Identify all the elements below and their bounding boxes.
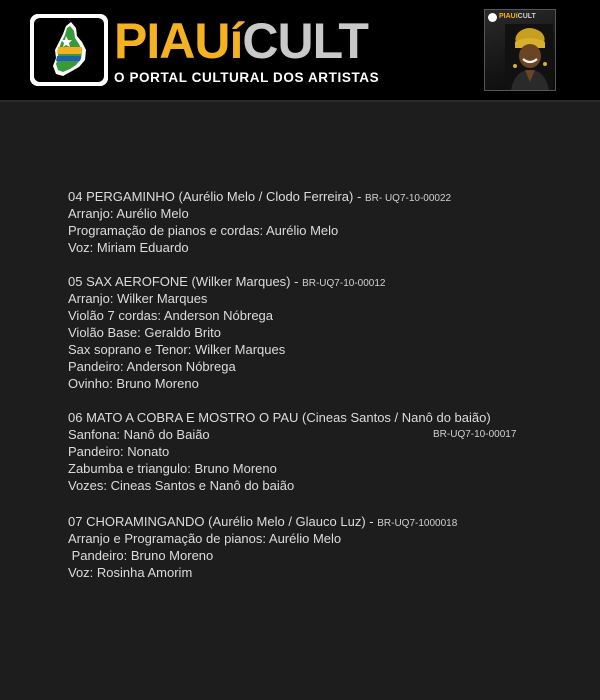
credit-line: Arranjo: Wilker Marques [68,291,208,306]
liner-notes-page [0,102,600,700]
track-07 [68,513,568,581]
isrc-code: BR-UQ7-1000018 [377,518,458,529]
track-title: 04 PERGAMINHO (Aurélio Melo / Clodo Ferreira) - [68,189,362,204]
credit-line: Pandeiro: Anderson Nóbrega [68,359,236,374]
isrc-code: BR-UQ7-10-00012 [302,278,386,289]
thumb-logo-text: PIAUíCULT [499,13,536,20]
track-06 [68,409,568,494]
track-title-line [68,188,568,205]
credit-line: Programação de pianos e cordas: Aurélio Melo [68,223,339,238]
credit-line: Violão Base: Geraldo Brito [68,325,221,340]
thumb-logo-icon [488,13,497,22]
isrc-code: BR- UQ7-10-00022 [364,193,452,204]
credit-line: Ovinho: Bruno Moreno [68,376,199,391]
site-header [0,0,600,100]
track-title: 06 MATO A COBRA E MOSTRO O PAU (Cineas Santos / Nanô do baião) [68,410,491,425]
credit-line: Arranjo e Programação de pianos: Aurélio Melo [68,531,342,546]
credit-line: Pandeiro: Bruno Moreno [68,548,214,563]
credit-line: Zabumba e triangulo: Bruno Moreno [68,461,277,476]
track-05 [68,273,568,392]
credit-line: Vozes: Cineas Santos e Nanô do baião [68,478,295,493]
album-cover-thumbnail[interactable] [484,9,556,91]
track-title-line [68,513,568,530]
credit-line: Sax soprano e Tenor: Wilker Marques [68,342,286,357]
brand-cult-text: CULT [242,13,368,69]
isrc-code: BR-UQ7-10-00017 [433,429,517,440]
credit-line [68,426,568,443]
track-title-line [68,409,568,426]
site-logo-wordmark[interactable] [114,13,368,69]
site-tagline: O PORTAL CULTURAL DOS ARTISTAS [114,70,380,85]
track-title-line [68,273,568,290]
singer-photo-icon [505,24,553,90]
track-04 [68,188,568,256]
credit-line: Arranjo: Aurélio Melo [68,206,189,221]
track-title: 05 SAX AEROFONE (Wilker Marques) - [68,274,299,289]
credit-line: Voz: Miriam Eduardo [68,240,189,255]
credit-line: Pandeiro: Nonato [68,444,170,459]
brand-piaui-text: PIAUí [114,13,243,69]
piaui-state-map-icon[interactable] [30,14,108,86]
track-title: 07 CHORAMINGANDO (Aurélio Melo / Glauco Luz) - [68,514,374,529]
credit-line: Voz: Rosinha Amorim [68,565,193,580]
credit-line: Violão 7 cordas: Anderson Nóbrega [68,308,274,323]
credit-text: Sanfona: Nanô do Baião [68,427,210,442]
